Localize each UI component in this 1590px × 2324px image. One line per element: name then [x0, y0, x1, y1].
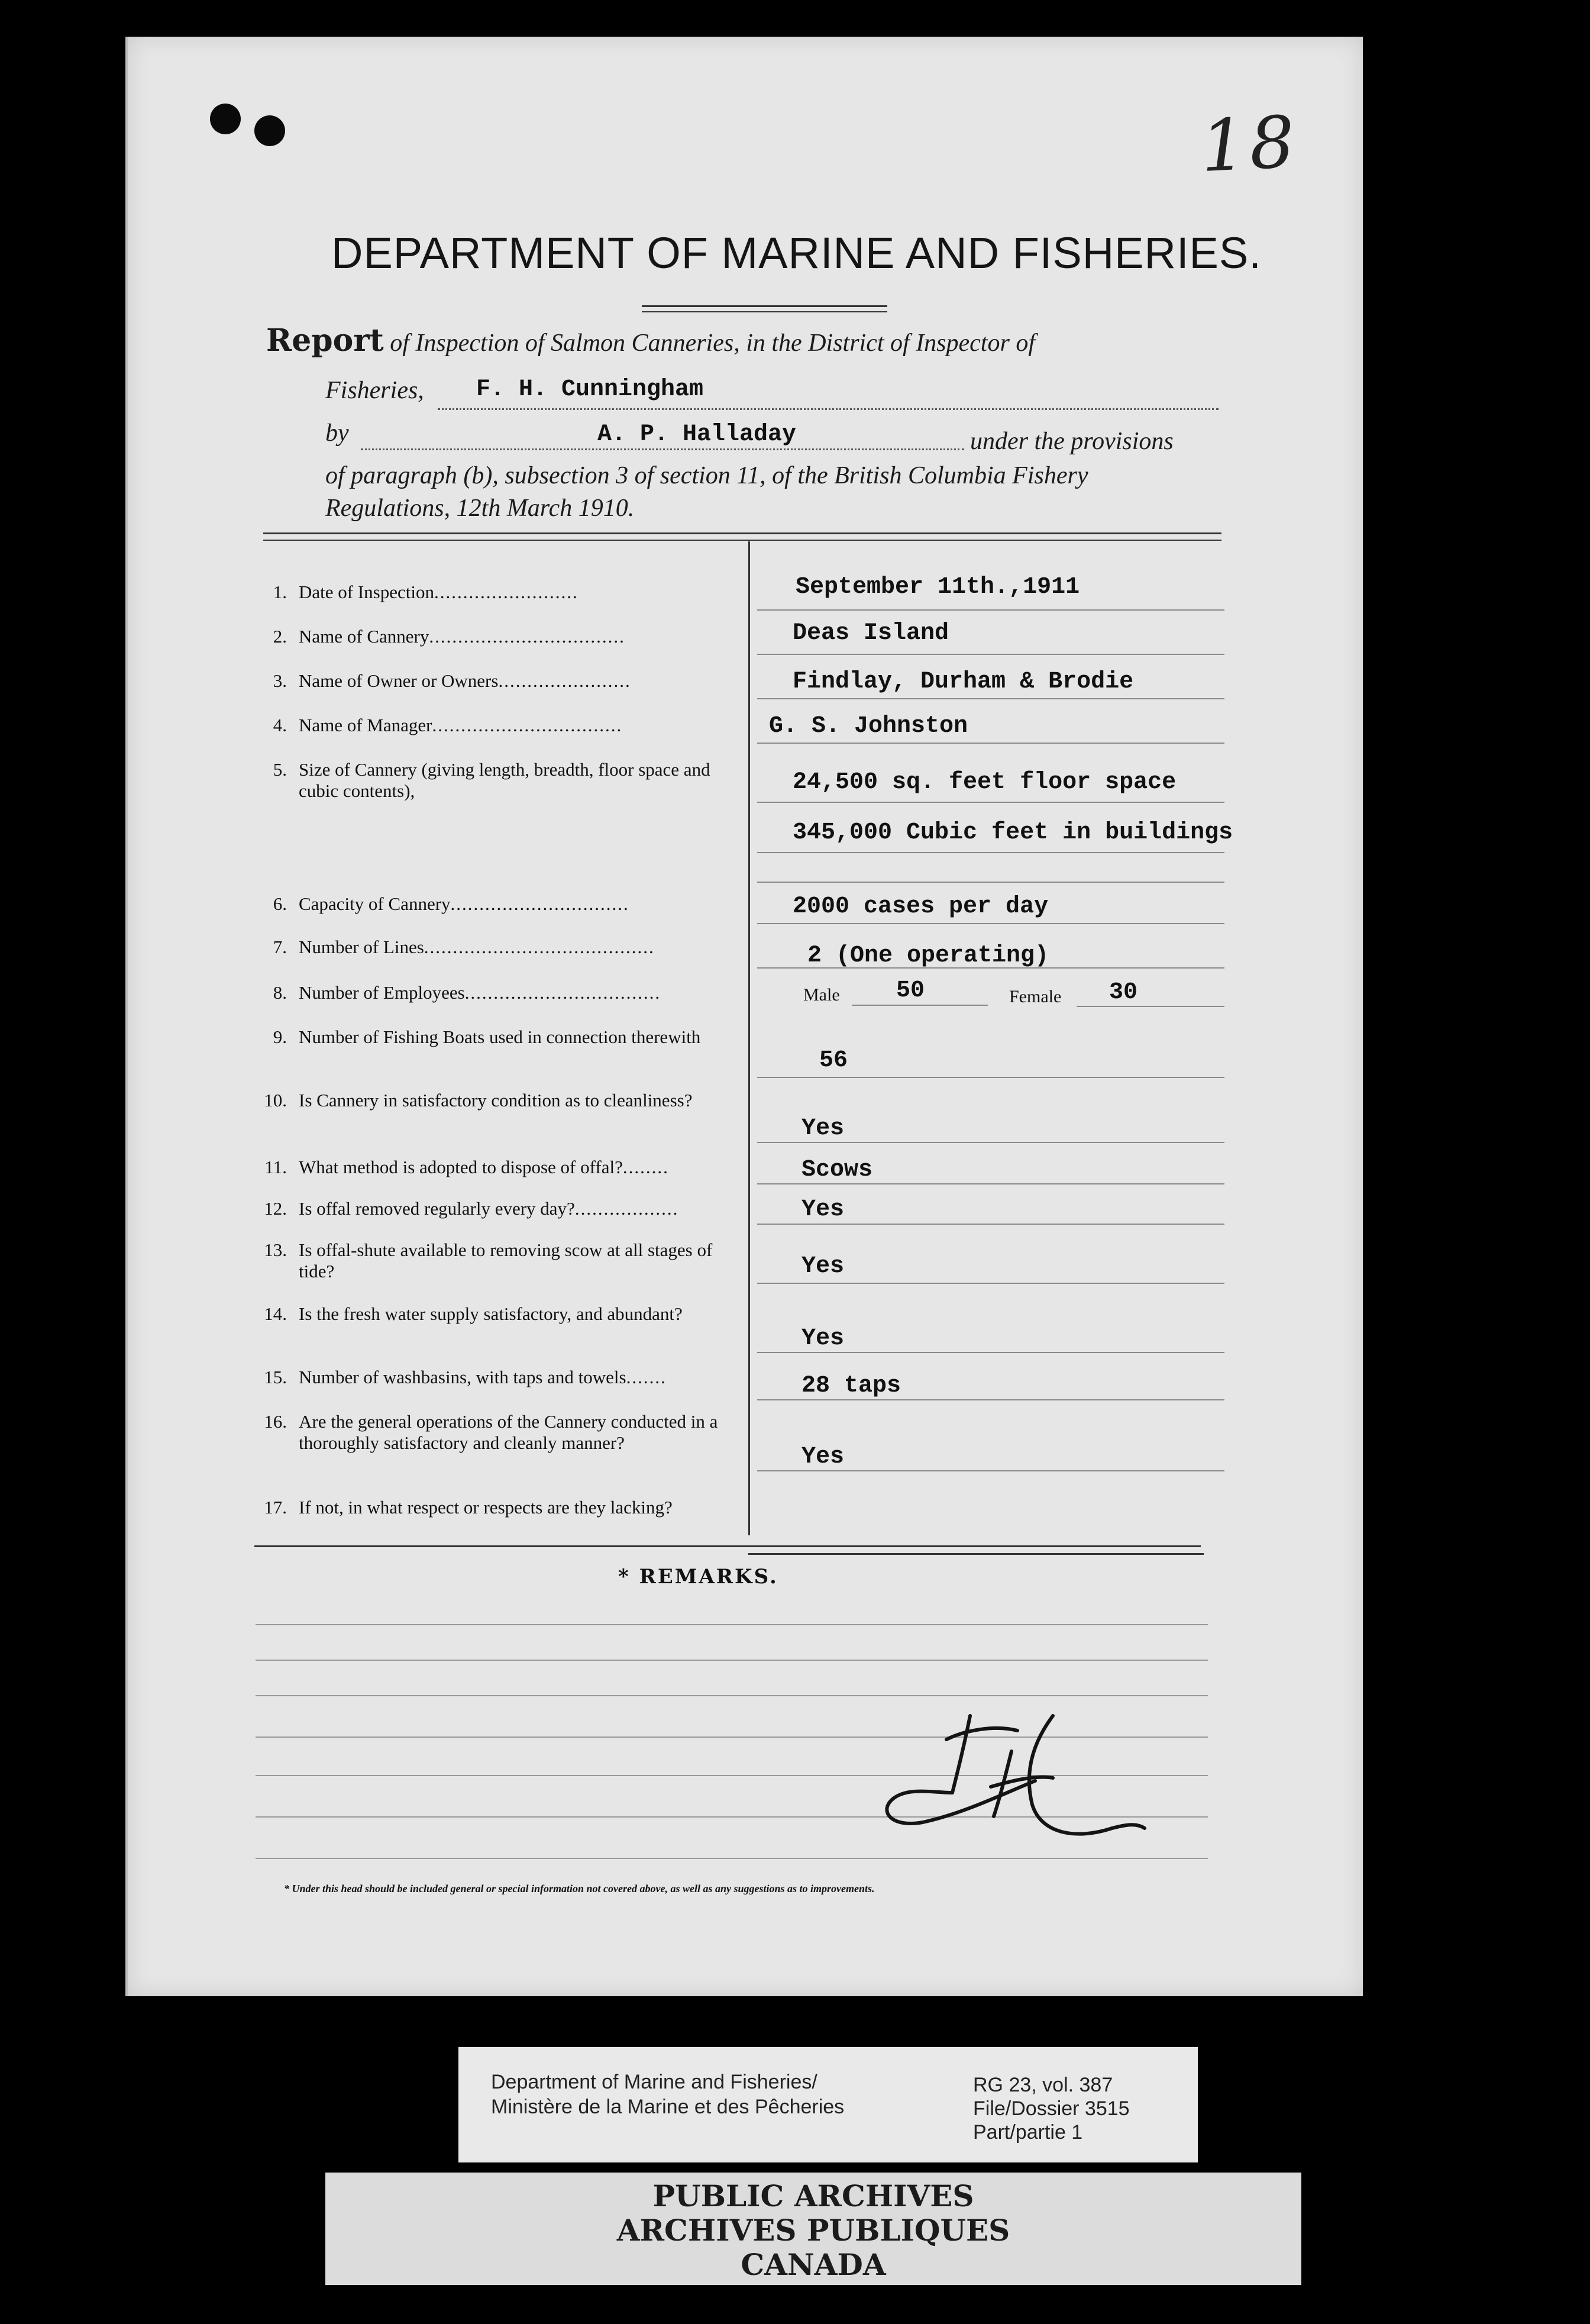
archive-label-line-1: Department of Marine and Fisheries/ — [491, 2071, 817, 2093]
archives-stamp — [325, 2173, 1301, 2285]
answer-line — [757, 1399, 1224, 1400]
question-number: 3. — [273, 670, 287, 691]
answer-line — [757, 967, 1224, 969]
archive-ref-volume: RG 23, vol. 387 — [973, 2074, 1113, 2096]
answer-owners: Findlay, Durham & Brodie — [793, 669, 1134, 695]
question-number: 17. — [264, 1497, 287, 1518]
answer-line — [757, 654, 1224, 655]
section-rule — [748, 1553, 1204, 1555]
signature-icon — [875, 1704, 1183, 1881]
answer-offal-shute: Yes — [802, 1253, 845, 1280]
archive-label-line-2: Ministère de la Marine et des Pêcheries — [491, 2096, 845, 2118]
question-text: Name of Cannery.................................. — [299, 626, 625, 647]
page-title: DEPARTMENT OF MARINE AND FISHERIES. — [331, 228, 1262, 277]
question-number: 9. — [273, 1027, 287, 1047]
stamp-line-2: ARCHIVES PUBLIQUES — [616, 2213, 1010, 2248]
question-text: Is offal-shute available to removing scow at all stages of tide? — [299, 1240, 713, 1282]
question-number: 10. — [264, 1090, 287, 1111]
question-number: 12. — [264, 1198, 287, 1219]
intro-text: of Inspection of Salmon Canneries, in the District of Inspector of — [390, 330, 1035, 357]
dotted-line — [361, 448, 964, 450]
question-number: 15. — [264, 1367, 287, 1387]
question-number: 2. — [273, 626, 287, 647]
question-number: 8. — [273, 982, 287, 1003]
question-number: 6. — [273, 893, 287, 914]
answer-line — [757, 802, 1224, 803]
question-text: Number of Lines........................................ — [299, 937, 655, 957]
by-name: A. P. Halladay — [597, 421, 797, 448]
answer-line — [757, 609, 1224, 611]
answer-line — [1077, 1006, 1224, 1007]
answer-line — [757, 923, 1224, 924]
question-text: Is the fresh water supply satisfactory, and abundant? — [299, 1303, 683, 1324]
answer-cleanliness: Yes — [802, 1115, 845, 1142]
answer-boats: 56 — [819, 1047, 848, 1074]
answer-line — [852, 1005, 988, 1006]
question-text: Date of Inspection......................... — [299, 582, 579, 602]
answer-manager: G. S. Johnston — [769, 713, 968, 740]
answer-female-count: 30 — [1109, 979, 1138, 1006]
answer-line — [757, 1077, 1224, 1078]
question-number: 13. — [264, 1240, 287, 1260]
answer-line — [757, 1142, 1224, 1143]
answer-line — [757, 1352, 1224, 1353]
answer-male-count: 50 — [896, 977, 925, 1004]
question-text: What method is adopted to dispose of offal?........ — [299, 1157, 669, 1177]
answer-water-supply: Yes — [802, 1325, 845, 1352]
answer-line — [757, 852, 1224, 853]
question-text: Name of Owner or Owners....................... — [299, 670, 631, 691]
hole-punch-icon — [254, 115, 285, 146]
question-number: 11. — [264, 1157, 287, 1177]
answer-line — [757, 882, 1224, 883]
intro-line-1 — [266, 322, 1035, 359]
female-label: Female — [1009, 987, 1062, 1006]
answer-capacity: 2000 cases per day — [793, 893, 1049, 920]
title-rule — [642, 311, 887, 312]
column-divider — [748, 541, 750, 1535]
intro-line-5: Regulations, 12th March 1910. — [325, 495, 635, 522]
answer-size-cubic: 345,000 Cubic feet in buildings — [793, 819, 1233, 846]
stamp-line-1: PUBLIC ARCHIVES — [652, 2178, 974, 2213]
question-number: 5. — [273, 759, 287, 780]
remarks-heading: * REMARKS. — [618, 1565, 778, 1589]
remarks-line — [256, 1695, 1208, 1696]
answer-general-operations: Yes — [802, 1444, 845, 1470]
question-text: Are the general operations of the Cannery conducted in a thoroughly satisfactory and cleanly manner? — [299, 1411, 718, 1453]
answer-offal-daily: Yes — [802, 1196, 845, 1223]
question-text: Is Cannery in satisfactory condition as to cleanliness? — [299, 1090, 693, 1111]
answer-line — [757, 1283, 1224, 1284]
title-rule — [642, 305, 887, 307]
page-number: 18 — [1198, 101, 1301, 189]
answer-lines: 2 (One operating) — [807, 942, 1049, 969]
question-number: 16. — [264, 1411, 287, 1432]
question-number: 14. — [264, 1303, 287, 1324]
answer-line — [757, 1470, 1224, 1471]
question-number: 4. — [273, 715, 287, 735]
question-text: Capacity of Cannery............................... — [299, 893, 629, 914]
archive-label — [458, 2047, 1198, 2162]
archive-ref-file: File/Dossier 3515 — [973, 2097, 1130, 2120]
archive-ref-part: Part/partie 1 — [973, 2121, 1083, 2144]
footnote: * Under this head should be included general or special information not covered above, as well as any suggestions as to improvements. — [284, 1883, 875, 1894]
answer-offal-method: Scows — [802, 1157, 873, 1183]
answer-line — [757, 743, 1224, 744]
male-label: Male — [803, 985, 840, 1005]
fisheries-label: Fisheries, — [325, 377, 424, 404]
question-number: 1. — [273, 582, 287, 602]
dotted-line — [438, 408, 1219, 410]
answer-line — [757, 1224, 1224, 1225]
section-rule — [263, 532, 1221, 534]
intro-line-4: of paragraph (b), subsection 3 of section 11, of the British Columbia Fishery — [325, 462, 1088, 489]
question-text: Is offal removed regularly every day?.................. — [299, 1198, 679, 1219]
question-number: 7. — [273, 937, 287, 957]
stamp-line-3: CANADA — [741, 2247, 886, 2282]
question-text: Name of Manager................................. — [299, 715, 623, 735]
answer-cannery-name: Deas Island — [793, 620, 949, 647]
question-text: Number of Fishing Boats used in connection therewith — [299, 1027, 701, 1047]
answer-date: September 11th.,1911 — [796, 574, 1080, 601]
question-text: If not, in what respect or respects are they lacking? — [299, 1497, 673, 1518]
report-word: Report — [266, 322, 384, 359]
answer-line — [757, 1183, 1224, 1184]
answer-washbasins: 28 taps — [802, 1373, 901, 1399]
section-rule — [254, 1545, 1201, 1547]
question-text: Number of washbasins, with taps and towels....... — [299, 1367, 667, 1387]
section-rule — [263, 540, 1221, 541]
by-label: by — [325, 419, 349, 447]
remarks-line — [256, 1660, 1208, 1661]
inspector-name: F. H. Cunningham — [476, 376, 704, 403]
remarks-line — [256, 1624, 1208, 1625]
hole-punch-icon — [210, 104, 241, 134]
answer-size-floor: 24,500 sq. feet floor space — [793, 769, 1177, 796]
answer-line — [757, 698, 1224, 699]
question-text: Number of Employees.................................. — [299, 982, 661, 1003]
intro-tail: under the provisions — [970, 428, 1174, 455]
question-text: Size of Cannery (giving length, breadth, floor space and cubic contents), — [299, 759, 710, 801]
